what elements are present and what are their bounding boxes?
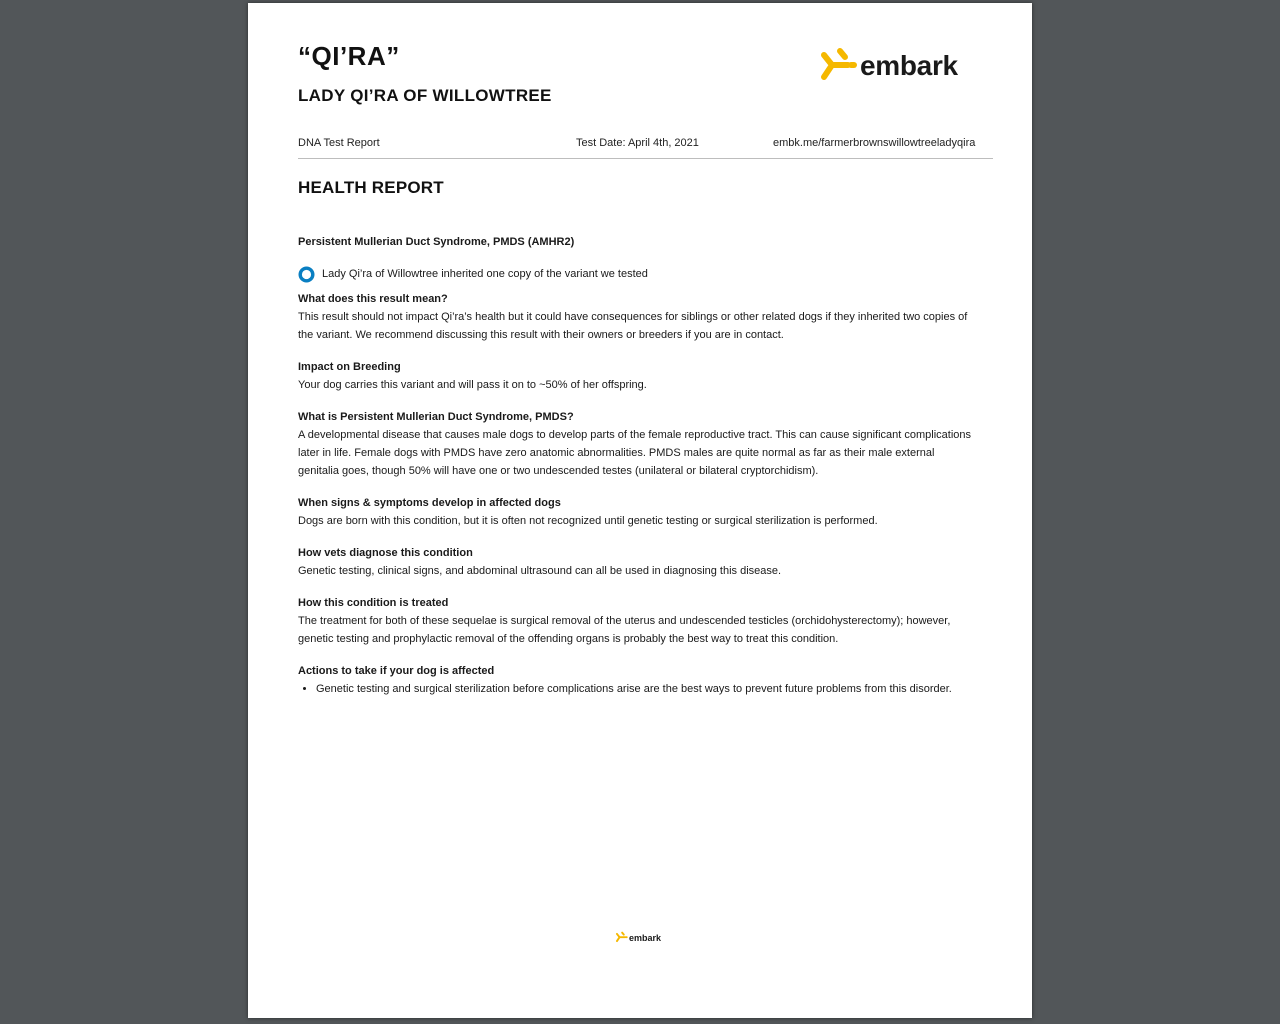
info-body: A developmental disease that causes male dogs to develop parts of the female reproductive tract. This can cause significant complications later in life. Female dogs with PMDS have zero anatomic abnormalities. PMDS males are quite normal as far as their male external genitalia goes, though 50% will have one or two undescended testes (unilateral or bilateral cryptorchidism). — [298, 429, 972, 477]
info-title: Impact on Breeding — [298, 361, 401, 373]
profile-url[interactable]: embk.me/farmerbrownswillowtreeladyqira — [773, 137, 976, 149]
info-block-diagnosis — [298, 544, 978, 580]
footer-logo — [615, 931, 661, 944]
info-title: What is Persistent Mullerian Duct Syndrome, PMDS? — [298, 411, 574, 423]
result-row — [298, 265, 978, 283]
info-block-symptoms — [298, 494, 978, 530]
info-title: How vets diagnose this condition — [298, 547, 473, 559]
info-block-breeding — [298, 358, 978, 394]
condition-title: Persistent Mullerian Duct Syndrome, PMDS (AMHR2) — [298, 236, 575, 248]
embark-logo — [818, 43, 978, 89]
info-title: How this condition is treated — [298, 597, 449, 609]
embark-footer-logo-icon — [615, 931, 628, 944]
report-page — [248, 3, 1032, 1018]
result-text: Lady Qi’ra of Willowtree inherited one copy of the variant we tested — [322, 268, 648, 280]
footer-logo-text: embark — [629, 932, 662, 943]
info-block-actions — [298, 662, 978, 698]
info-block-what-is — [298, 408, 978, 480]
info-title: What does this result mean? — [298, 293, 448, 305]
dog-call-name: “QI’RA” — [298, 41, 400, 71]
section-title: HEALTH REPORT — [298, 178, 444, 197]
embark-logo-text: embark — [860, 50, 958, 81]
health-report-content — [298, 233, 978, 712]
report-type: DNA Test Report — [298, 137, 380, 149]
report-meta-row — [298, 136, 993, 159]
info-body: Genetic testing, clinical signs, and abdominal ultrasound can all be used in diagnosing this disease. — [298, 565, 782, 577]
info-block-treatment — [298, 594, 978, 648]
test-date: Test Date: April 4th, 2021 — [576, 137, 699, 149]
dog-registered-name: LADY QI’RA OF WILLOWTREE — [298, 86, 552, 105]
actions-title: Actions to take if your dog is affected — [298, 665, 495, 677]
info-block-result-meaning — [298, 290, 978, 344]
actions-list — [298, 680, 978, 698]
info-body: Your dog carries this variant and will pass it on to ~50% of her offspring. — [298, 379, 647, 391]
info-body: The treatment for both of these sequelae is surgical removal of the uterus and undescended testicles (orchidohysterectomy); however, genetic testing and prophylactic removal of the offending organs is probably the best way to treat this condition. — [298, 615, 951, 645]
info-body: Dogs are born with this condition, but it is often not recognized until genetic testing or surgical sterilization is performed. — [298, 515, 878, 527]
info-body: This result should not impact Qi’ra’s health but it could have consequences for siblings or other related dogs if they inherited two copies of the variant. We recommend discussing this result with their owners or breeders if you are in contact. — [298, 311, 968, 341]
carrier-status-icon — [298, 266, 315, 283]
info-title: When signs & symptoms develop in affected dogs — [298, 497, 561, 509]
actions-list-item: • Genetic testing and surgical sterilization before complications arise are the best ways to prevent future problems from this disorder. — [316, 680, 978, 698]
embark-logo-icon — [818, 46, 858, 86]
